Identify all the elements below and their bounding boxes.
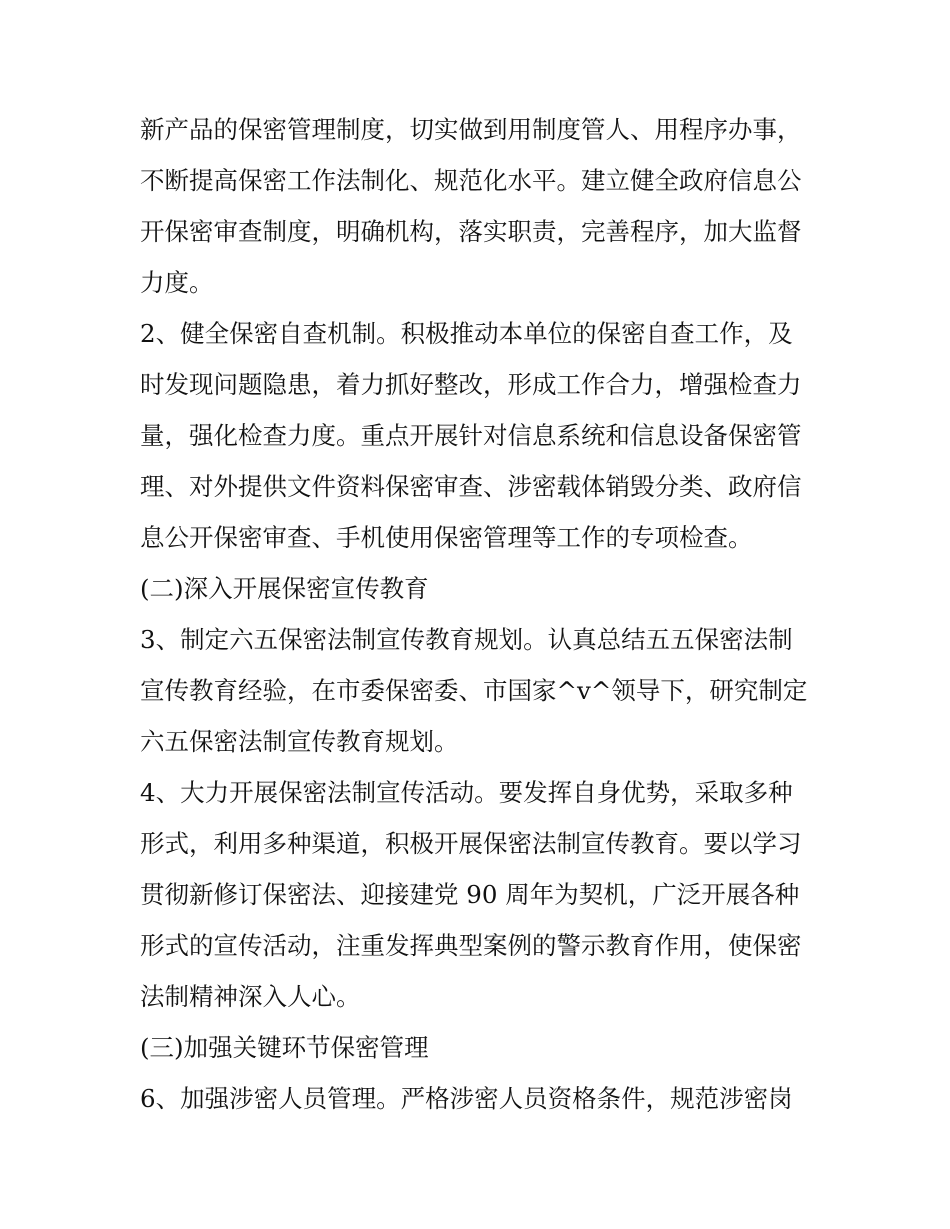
- text-line: 力度。: [140, 268, 214, 297]
- document-body: [140, 104, 820, 1124]
- text-line: 4、大力开展保密法制宣传活动。要发挥自身优势，采取多种: [140, 778, 793, 807]
- text-line: 3、制定六五保密法制宣传教育规划。认真总结五五保密法制: [140, 625, 793, 654]
- text-line: 时发现问题隐患，着力抓好整改，形成工作合力，增强检查力: [140, 370, 802, 399]
- text-line: 2、健全保密自查机制。积极推动本单位的保密自查工作，及: [140, 319, 793, 348]
- text-line: 法制精神深入人心。: [140, 982, 361, 1011]
- section-heading: (二)深入开展保密宣传教育: [140, 574, 429, 603]
- text-line: 形式，利用多种渠道，积极开展保密法制宣传教育。要以学习: [140, 829, 802, 858]
- section-heading: (三)加强关键环节保密管理: [140, 1033, 429, 1062]
- text-line: 6、加强涉密人员管理。严格涉密人员资格条件，规范涉密岗: [140, 1084, 793, 1113]
- text-line: 宣传教育经验，在市委保密委、市国家^v^领导下，研究制定: [140, 676, 808, 705]
- text-line: 息公开保密审查、手机使用保密管理等工作的专项检查。: [140, 523, 753, 552]
- text-line: 新产品的保密管理制度，切实做到用制度管人、用程序办事，: [140, 115, 802, 144]
- text-line: 不断提高保密工作法制化、规范化水平。建立健全政府信息公: [140, 166, 802, 195]
- text-line: 开保密审查制度，明确机构，落实职责，完善程序，加大监督: [140, 217, 802, 246]
- text-line: 六五保密法制宣传教育规划。: [140, 727, 459, 756]
- text-line: 形式的宣传活动，注重发挥典型案例的警示教育作用，使保密: [140, 931, 802, 960]
- text-line: 理、对外提供文件资料保密审查、涉密载体销毁分类、政府信: [140, 472, 802, 501]
- text-line: 贯彻新修订保密法、迎接建党 90 周年为契机，广泛开展各种: [140, 880, 800, 909]
- text-line: 量，强化检查力度。重点开展针对信息系统和信息设备保密管: [140, 421, 802, 450]
